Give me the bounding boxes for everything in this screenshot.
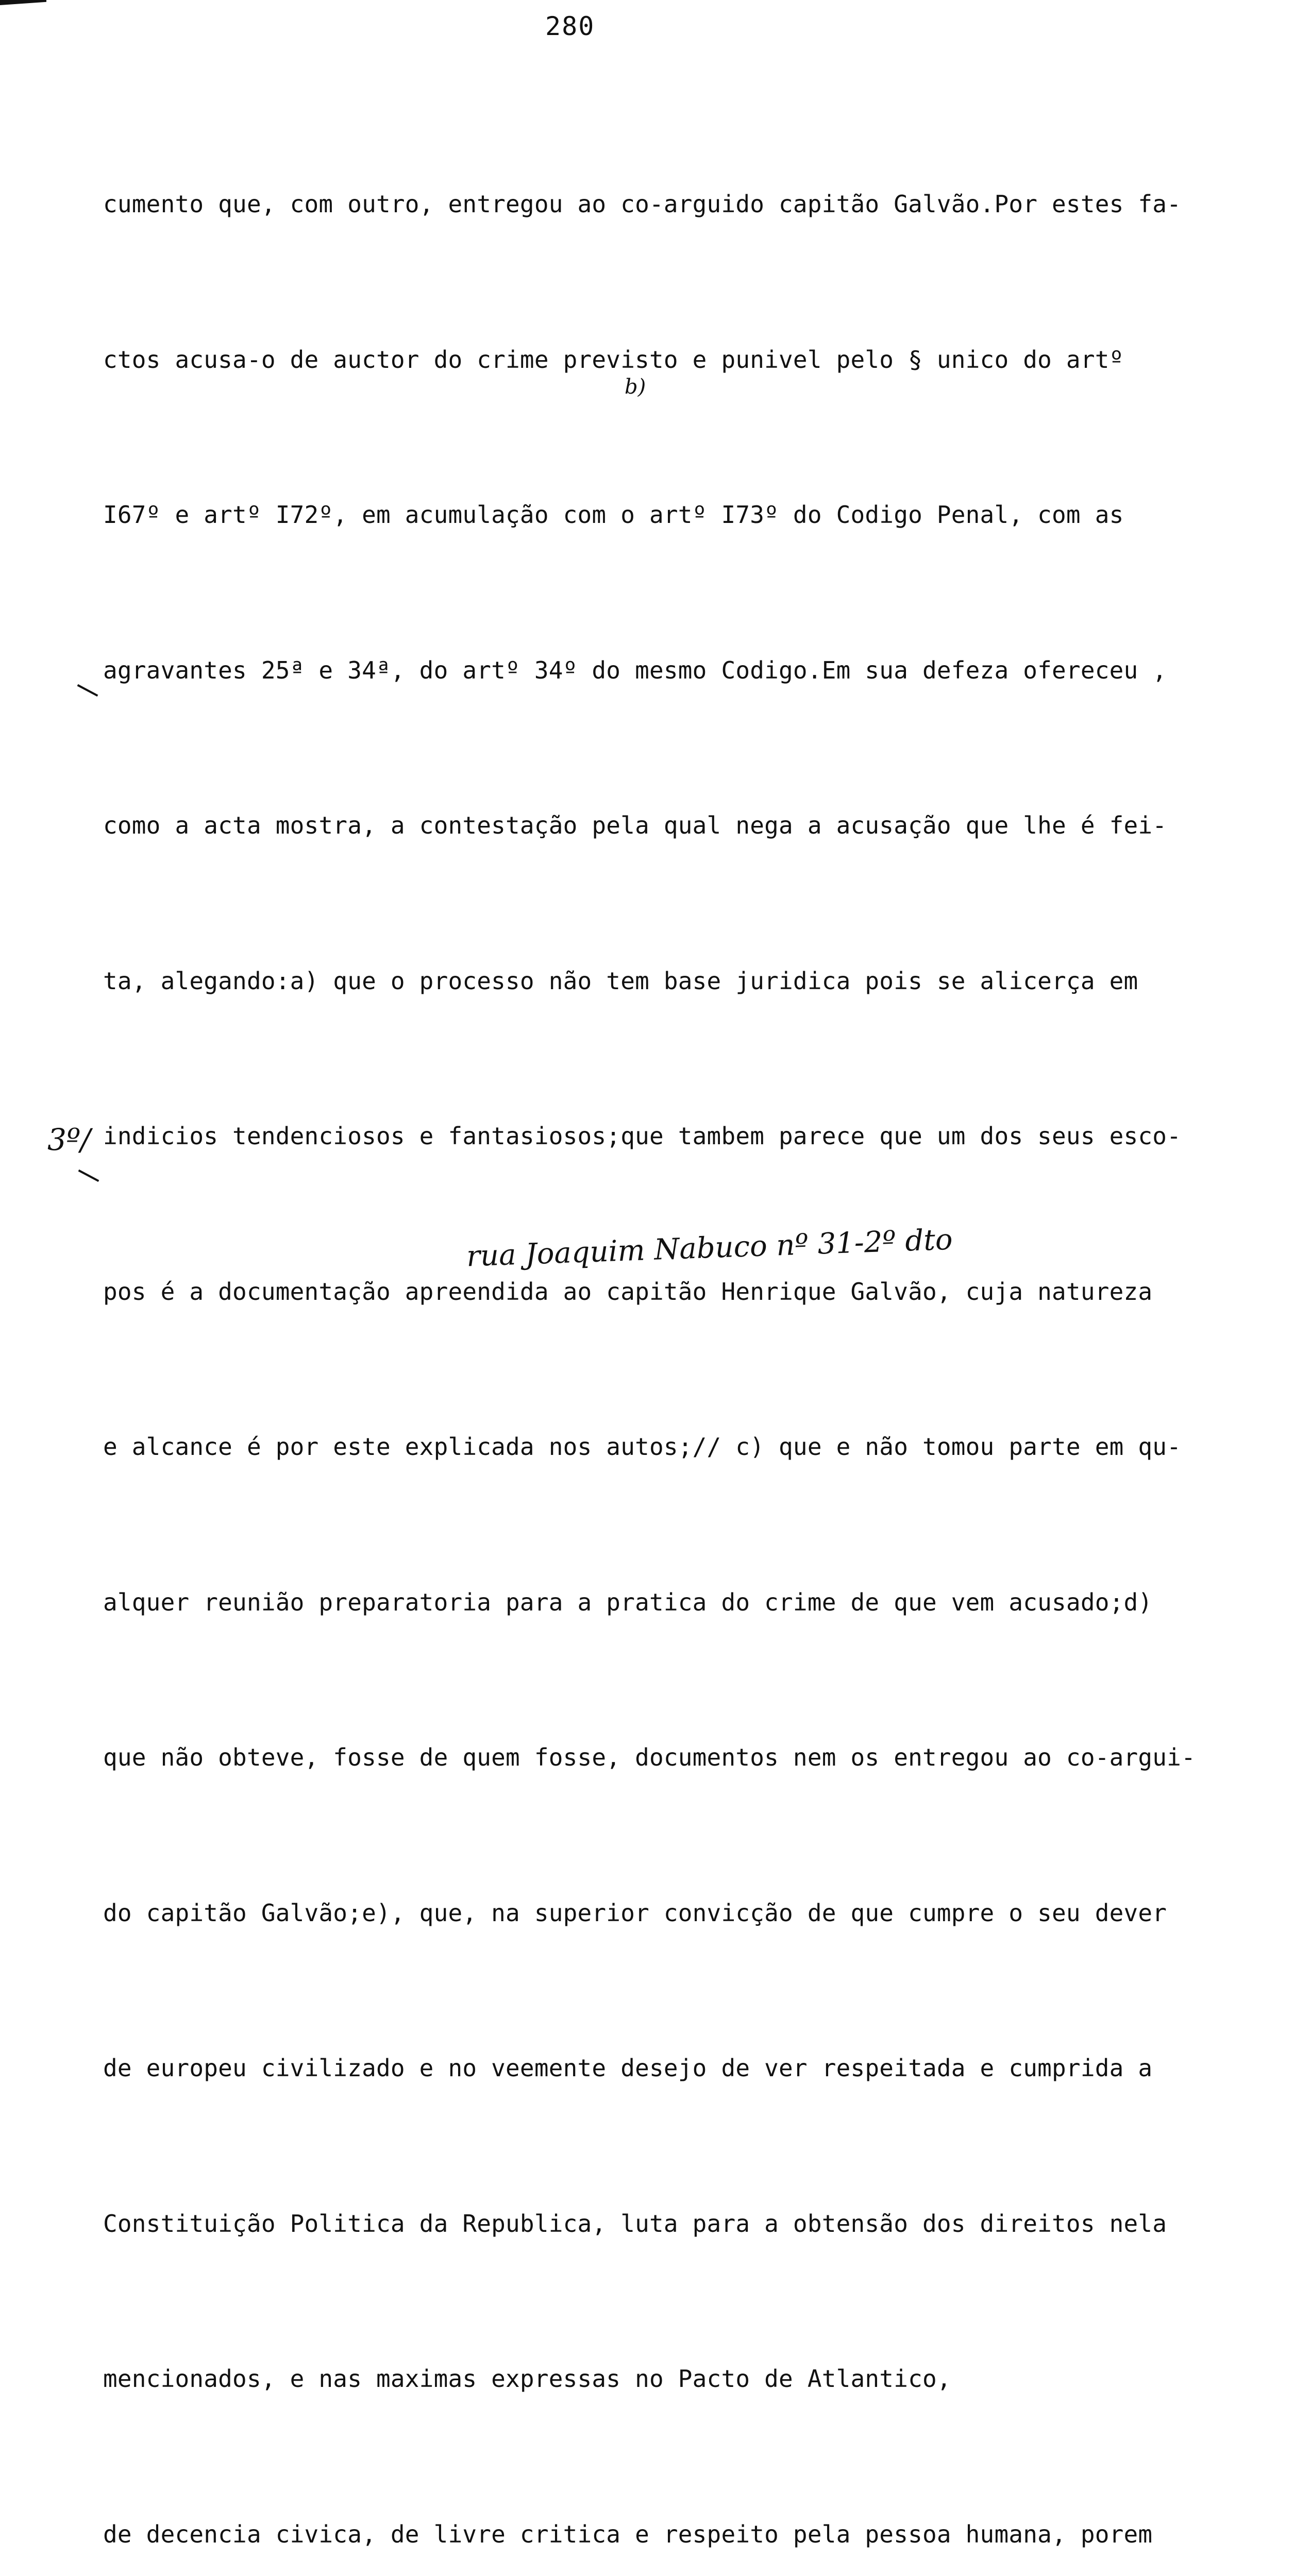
text-line: de europeu civilizado e no veemente desejo de ver respeitada e cumprida a xyxy=(103,2054,1153,2082)
text-line: pos é a documentação apreendida ao capitão Henrique Galvão, cuja natureza xyxy=(103,1277,1153,1306)
text-line: cumento que, com outro, entregou ao co-arguido capitão Galvão.Por estes fa- xyxy=(103,190,1182,218)
text-line: de decencia civica, de livre critica e respeito pela pessoa humana, porem xyxy=(103,2520,1153,2548)
page-number: 280 xyxy=(545,11,595,41)
text-line: e alcance é por este explicada nos autos;// c) que e não tomou parte em qu- xyxy=(103,1433,1182,1461)
text-line: I67º e artº I72º, em acumulação com o artº I73º do Codigo Penal, com as xyxy=(103,501,1124,529)
scan-corner-mark xyxy=(0,0,46,5)
text-line: como a acta mostra, a contestação pela qual nega a acusação que lhe é fei- xyxy=(103,811,1167,839)
typed-body-text xyxy=(103,75,1221,2576)
text-line: agravantes 25ª e 34ª, do artº 34º do mesmo Codigo.Em sua defeza ofereceu , xyxy=(103,656,1167,684)
margin-check-mark xyxy=(77,684,98,697)
handwritten-b-annotation: b) xyxy=(625,375,646,399)
text-line: ctos acusa-o de auctor do crime previsto e punivel pelo § unico do artº xyxy=(103,345,1124,374)
text-line: ta, alegando:a) que o processo não tem base juridica pois se alicerça em xyxy=(103,967,1138,995)
text-line: Constituição Politica da Republica, luta para a obtensão dos direitos nela xyxy=(103,2209,1167,2238)
handwritten-margin-number: 3º/ xyxy=(47,1122,91,1157)
text-line: do capitão Galvão;e), que, na superior convicção de que cumpre o seu dever xyxy=(103,1899,1167,1927)
text-line: indicios tendenciosos e fantasiosos;que tambem parece que um dos seus esco- xyxy=(103,1122,1182,1150)
text-line: mencionados, e nas maximas expressas no Pacto de Atlantico, xyxy=(103,2365,951,2393)
handwritten-address-correction: rua Joaquim Nabuco nº 31-2º dto xyxy=(466,1223,953,1274)
margin-check-mark xyxy=(78,1170,99,1182)
text-line: que não obteve, fosse de quem fosse, documentos nem os entregou ao co-argui- xyxy=(103,1743,1196,1771)
text-line: alquer reunião preparatoria para a pratica do crime de que vem acusado;d) xyxy=(103,1588,1153,1616)
